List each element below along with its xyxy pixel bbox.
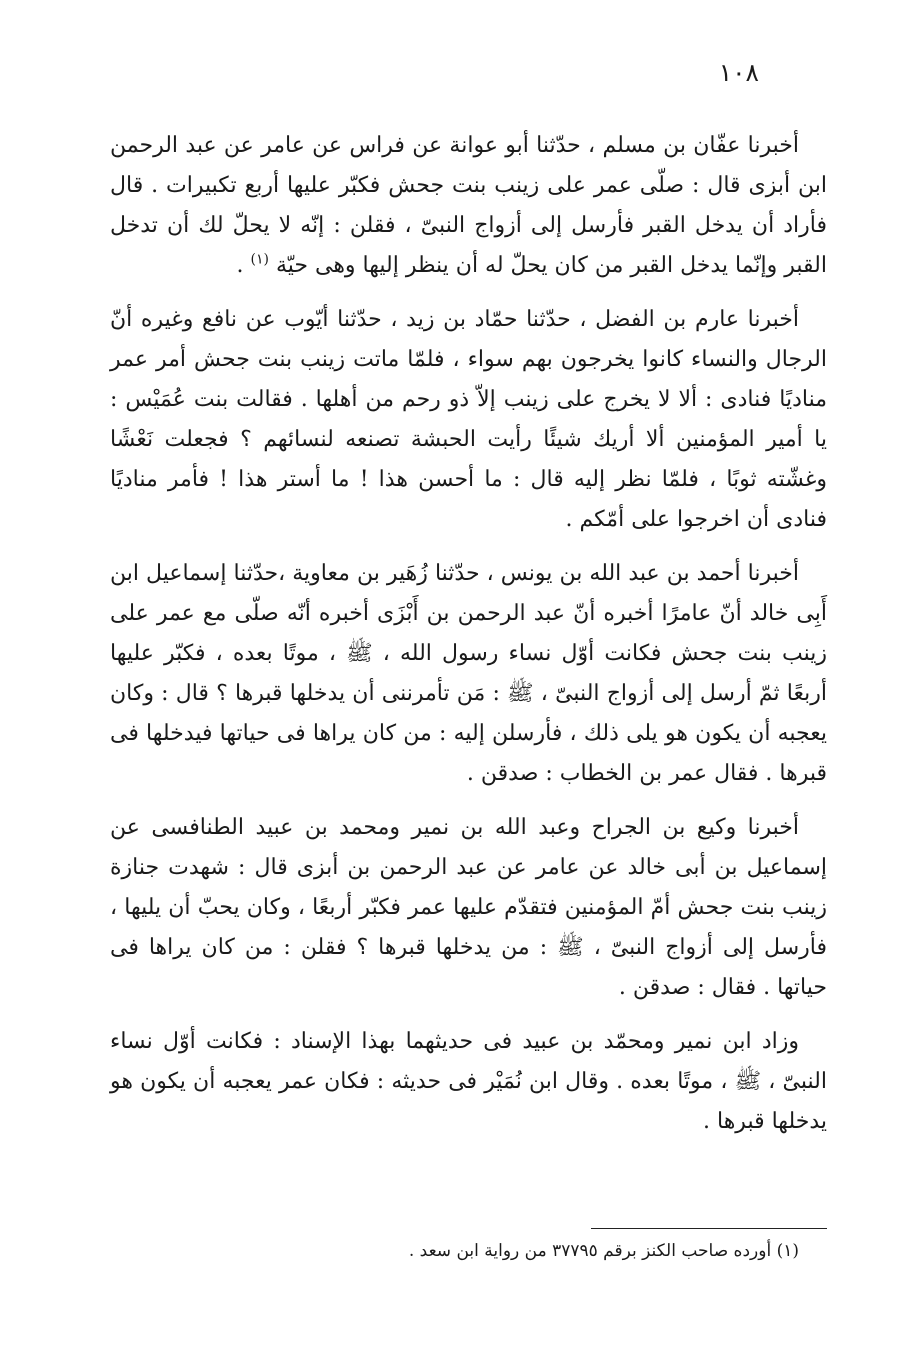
paragraph-end-mark: . bbox=[236, 253, 244, 278]
main-text bbox=[110, 126, 827, 1142]
paragraph: وزاد ابن نمير ومحمّد بن عبيد فى حديثهما بهذا الإسناد : فكانت أوّل نساء النبىّ ، ﷺ ، موتًا بعده . وقال ابن نُمَيْر فى حديثه : فكان عمر يعجبه أن يكون هو يدخلها قبرها . bbox=[110, 1029, 827, 1134]
paragraph: أخبرنا وكيع بن الجراح وعبد الله بن نمير ومحمد بن عبيد الطنافسى عن إسماعيل بن أبى خالد عن عامر عن عبد الرحمن بن أبزى قال : شهدت جنازة زينب بنت جحش أمّ المؤمنين فتقدّم عليها عمر فكبّر أربعًا ، وكان يحبّ أن يليها ، فأرسل إلى أزواج النبىّ ، ﷺ : من يدخلها قبرها ؟ فقلن : من كان يراها فى حياتها . فقال : صدقن . bbox=[110, 815, 827, 1000]
footnote-reference: (١) bbox=[250, 251, 269, 268]
footnote-separator bbox=[591, 1228, 827, 1229]
paragraph-text: أخبرنا عفّان بن مسلم ، حدّثنا أبو عوانة عن فراس عن عامر عن عبد الرحمن ابن أبزى قال : صلّى عمر على زينب بنت جحش فكبّر عليها أربع تكبيرات . قال فأراد أن يدخل القبر فأرسل إلى أزواج النبىّ ، فقلن : إنّه لا يحلّ لك أن تدخل القبر وإنّما يدخل القبر من كان يحلّ له أن ينظر إليها وهى حيّة bbox=[110, 133, 827, 278]
paragraph: أخبرنا عارم بن الفضل ، حدّثنا حمّاد بن زيد ، حدّثنا أيّوب عن نافع وغيره أنّ الرجال والنساء كانوا يخرجون بهم سواء ، فلمّا ماتت زينب بنت جحش أمر عمر مناديًا فنادى : ألا لا يخرج على زينب إلاّ ذو رحم من أهلها . فقالت بنت عُمَيْس : يا أمير المؤمنين ألا أريك شيئًا رأيت الحبشة تصنعه لنسائهم ؟ فجعلت نَعْشًا وغشّته ثوبًا ، فلمّا نظر إليه قال : ما أحسن هذا ! ما أستر هذا ! فأمر مناديًا فنادى أن اخرجوا على أمّكم . bbox=[110, 307, 827, 532]
footnote: (١) أورده صاحب الكنز برقم ٣٧٧٩٥ من رواية ابن سعد . bbox=[408, 1241, 799, 1261]
paragraph: أخبرنا أحمد بن عبد الله بن يونس ، حدّثنا زُهَير بن معاوية ،حدّثنا إسماعيل ابن أَبِى خالد أنّ عامرًا أخبره أنّ عبد الرحمن بن أَبْزَى أخبره أنّه صلّى مع عمر على زينب بنت جحش فكانت أوّل نساء رسول الله ، ﷺ ، موتًا بعده ، فكبّر عليها أربعًا ثمّ أرسل إلى أزواج النبىّ ، ﷺ : مَن تأمرننى أن يدخلها قبرها ؟ قال : وكان يعجبه أن يكون هو يلى ذلك ، فأرسلن إليه : من كان يراها فى حياتها فيدخلها فى قبرها . فقال عمر بن الخطاب : صدقن . bbox=[110, 561, 827, 786]
paragraph bbox=[110, 126, 827, 286]
page-number: ١٠٨ bbox=[718, 58, 759, 87]
